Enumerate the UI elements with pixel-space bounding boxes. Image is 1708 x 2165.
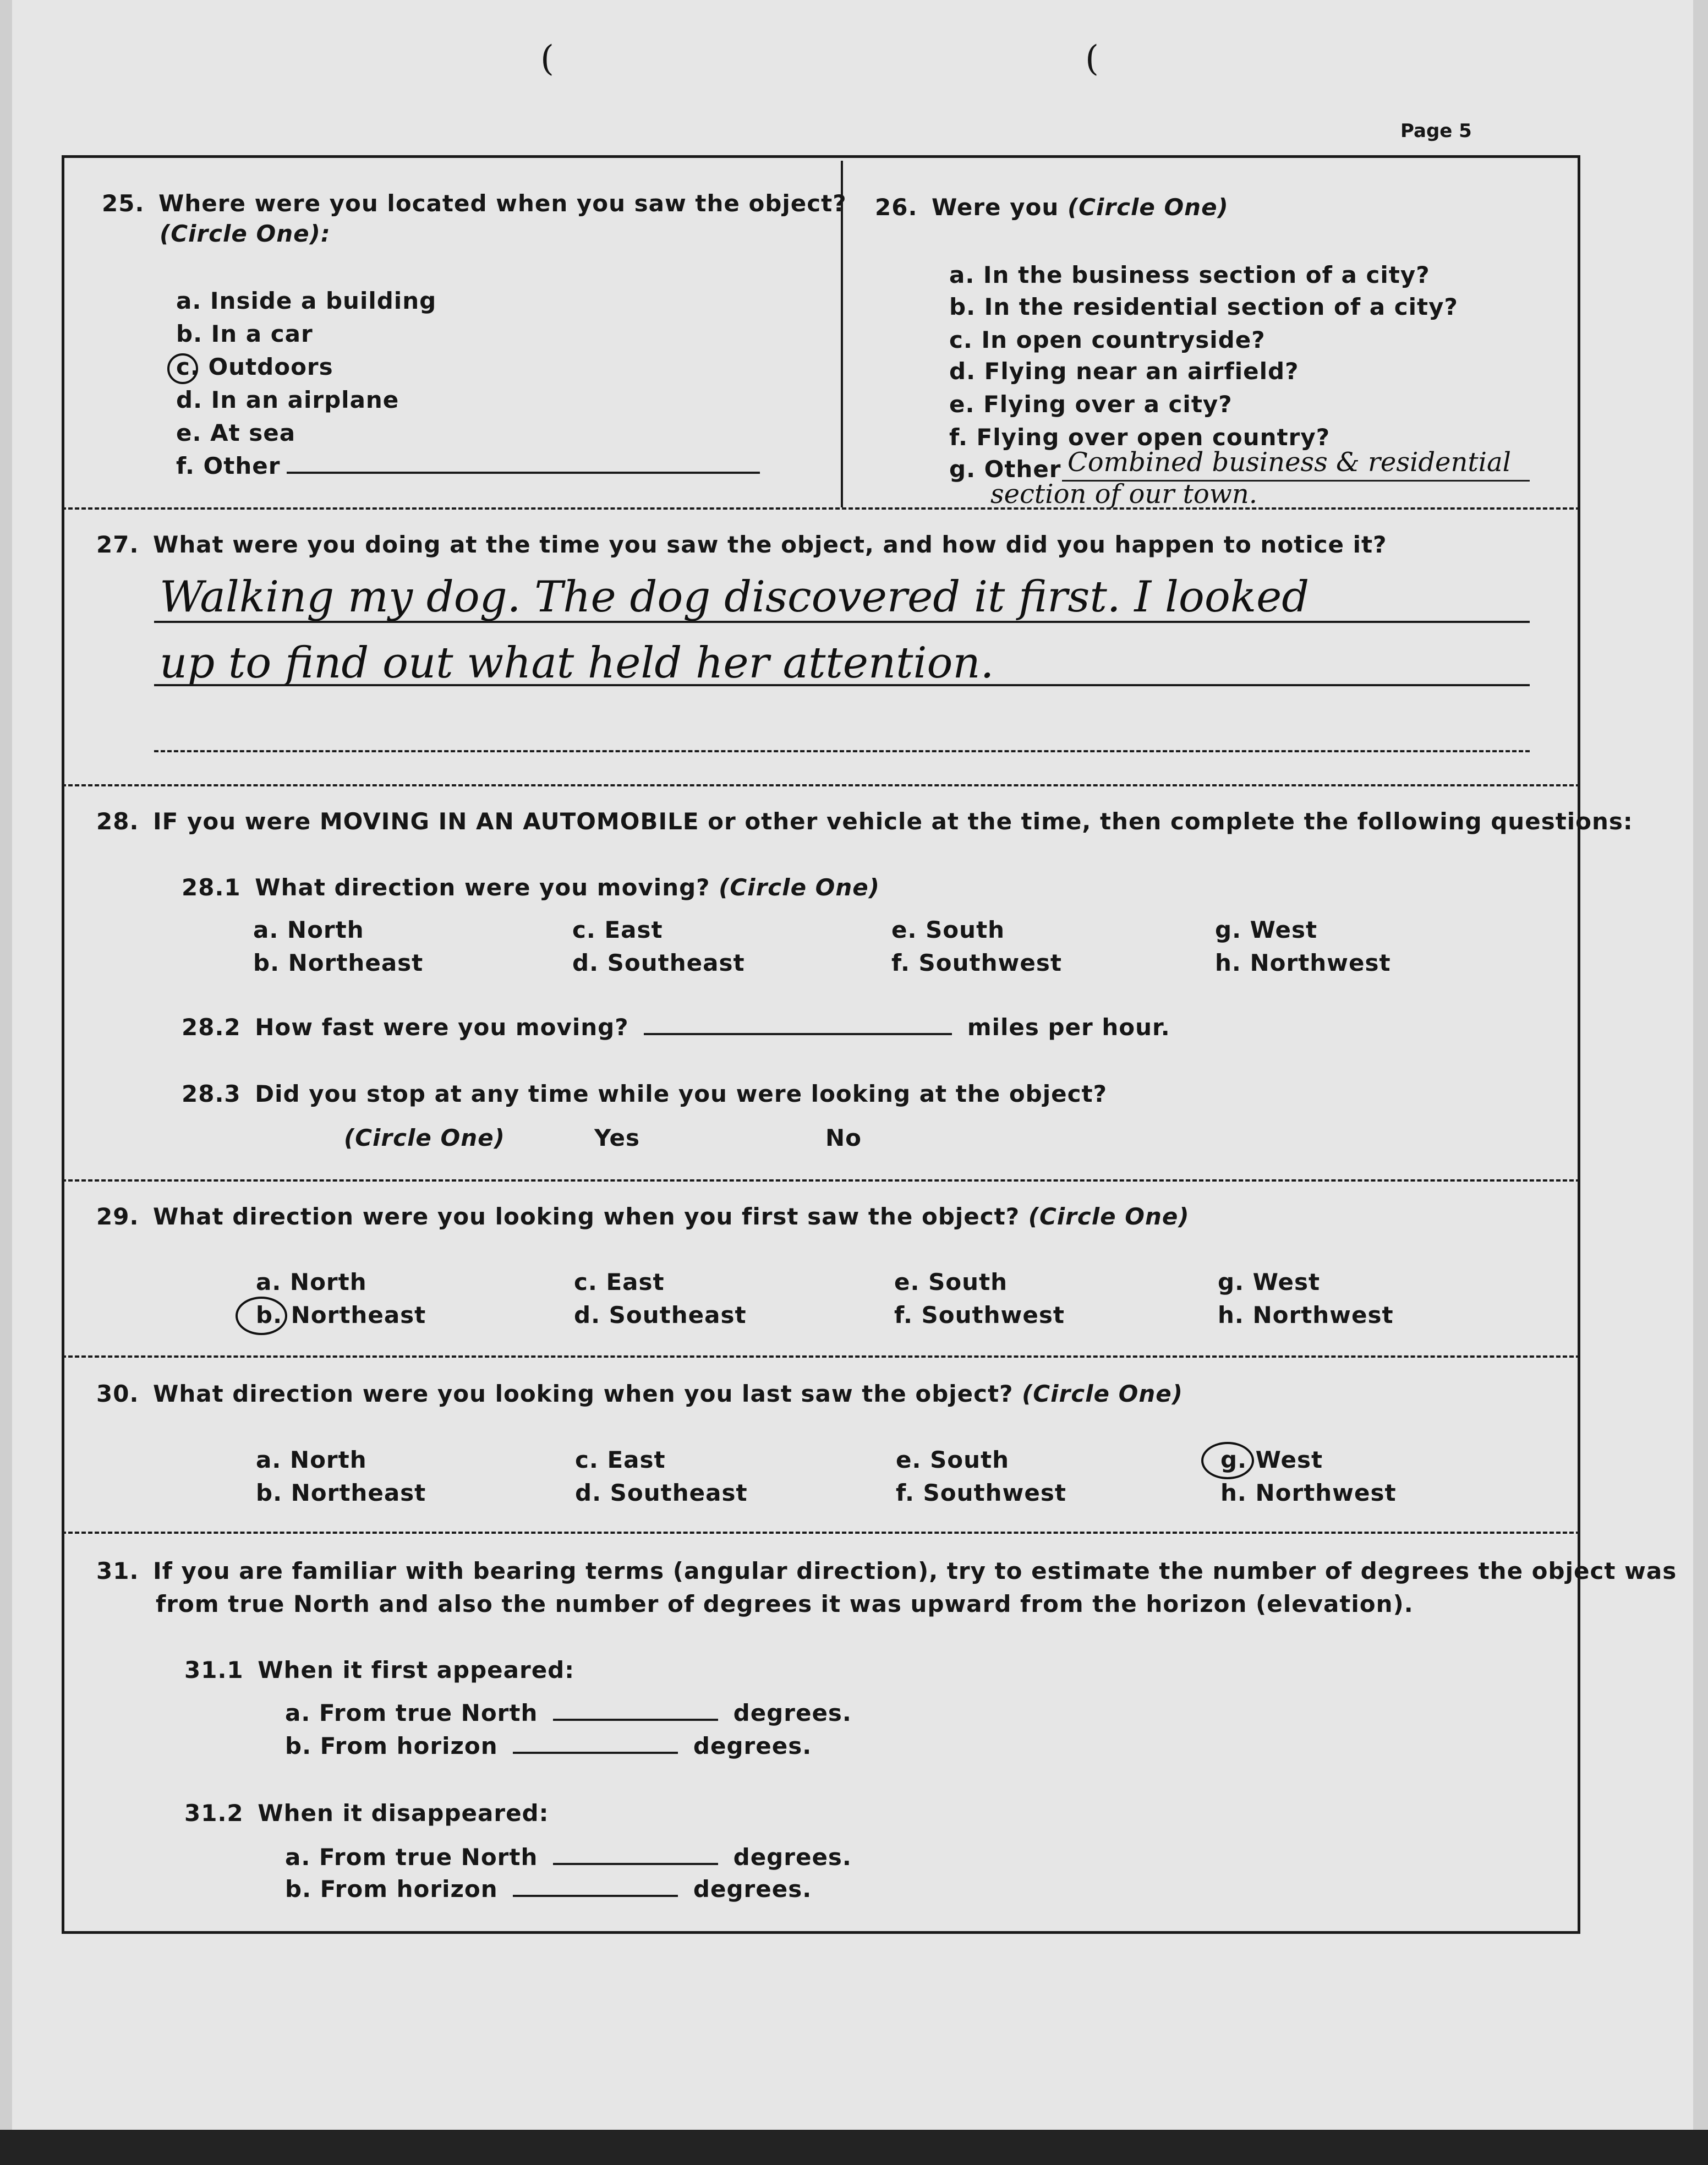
q29-answer-circle [236, 1297, 287, 1335]
q31-2-b-blank[interactable] [513, 1876, 678, 1897]
divider-q31 [62, 1532, 1580, 1534]
q28-3-circle-one: (Circle One) [344, 1124, 505, 1151]
q28-question: IF you were MOVING IN AN AUTOMOBILE or other vehicle at the time, then complete the following questions: [153, 808, 1633, 835]
q31-2-a-blank[interactable] [553, 1844, 718, 1865]
q28-1-circle-one: (Circle One) [719, 874, 880, 901]
q28-1-option-a[interactable]: a. North [253, 916, 364, 943]
q29-option-a[interactable]: a. North [256, 1269, 367, 1295]
q31-2-b-label: b. From horizon [285, 1876, 498, 1902]
divider-q29 [62, 1179, 1580, 1182]
q25-answer-circle [167, 353, 198, 384]
q27-question: What were you doing at the time you saw the object, and how did you happen to notice it? [153, 531, 1387, 558]
q28-3-no[interactable]: No [825, 1124, 862, 1151]
q31-2-a-label: a. From true North [285, 1844, 538, 1871]
q31-1-b-blank[interactable] [513, 1733, 678, 1754]
q25-line1: Where were you located when you saw the object? [158, 190, 847, 217]
divider-q27 [62, 507, 1580, 510]
q25-option-a[interactable]: a. Inside a building [176, 287, 437, 314]
q27-answer-rule-1 [154, 621, 1530, 623]
q29-circle-one: (Circle One) [1028, 1203, 1190, 1230]
q31-2-b-unit: degrees. [693, 1876, 812, 1902]
q30-answer-circle [1201, 1442, 1254, 1479]
q31-1-a-blank[interactable] [553, 1700, 718, 1721]
q31-1-text: When it first appeared: [258, 1656, 575, 1683]
q28-number: 28. [96, 808, 139, 835]
q25-line2: (Circle One): [160, 220, 331, 247]
q30-number: 30. [96, 1380, 139, 1407]
q30-option-c[interactable]: c. East [575, 1446, 666, 1473]
q28-3-number: 28.3 [182, 1080, 241, 1107]
page-number: Page 5 [1400, 120, 1472, 142]
q31-1-b-label: b. From horizon [285, 1732, 498, 1759]
q31-line1: If you are familiar with bearing terms (angular direction), try to estimate the number of degrees the object was [153, 1557, 1677, 1584]
q26-other-answer-line2: section of our town. [990, 479, 1258, 510]
q28-2-number: 28.2 [182, 1014, 241, 1041]
q30-option-a[interactable]: a. North [256, 1446, 367, 1473]
q31-1-number: 31.1 [184, 1656, 244, 1683]
q26-option-c[interactable]: c. In open countryside? [949, 326, 1266, 353]
q27-answer-rule-3 [154, 750, 1530, 752]
q25-other-blank[interactable] [287, 453, 760, 474]
q28-2-speed-blank[interactable] [644, 1014, 952, 1035]
q29-option-h[interactable]: h. Northwest [1218, 1302, 1394, 1328]
q31-1-b-unit: degrees. [693, 1732, 812, 1759]
q26-option-g[interactable]: g. Other [949, 456, 1061, 483]
q28-1-option-f[interactable]: f. Southwest [891, 949, 1062, 976]
q26-option-f[interactable]: f. Flying over open country? [949, 424, 1331, 451]
q30-option-d[interactable]: d. Southeast [575, 1479, 748, 1506]
q30-question: What direction were you looking when you last saw the object? [153, 1380, 1014, 1407]
punch-mark-left: ( [540, 39, 554, 79]
q27-answer-line1: Walking my dog. The dog discovered it first. I looked [160, 572, 1310, 622]
q25-option-e[interactable]: e. At sea [176, 419, 296, 446]
q31-2-text: When it disappeared: [258, 1800, 549, 1827]
q25-number: 25. [102, 190, 145, 217]
q30-option-e[interactable]: e. South [896, 1446, 1010, 1473]
q29-option-g[interactable]: g. West [1218, 1269, 1321, 1295]
q29-question: What direction were you looking when you first saw the object? [153, 1203, 1020, 1230]
q30-option-f[interactable]: f. Southwest [896, 1479, 1066, 1506]
q31-1-a-unit: degrees. [733, 1699, 852, 1726]
q25-option-c[interactable]: c. Outdoors [176, 353, 333, 380]
q31-line2: from true North and also the number of degrees it was upward from the horizon (elevation). [156, 1590, 1414, 1617]
divider-q28 [62, 784, 1580, 786]
q25-option-b[interactable]: b. In a car [176, 320, 313, 347]
q25-option-f[interactable]: f. Other [176, 452, 767, 479]
q26-option-e[interactable]: e. Flying over a city? [949, 391, 1233, 418]
q29-option-c[interactable]: c. East [574, 1269, 665, 1295]
q28-1-option-g[interactable]: g. West [1215, 916, 1318, 943]
q28-2-unit: miles per hour. [967, 1014, 1170, 1041]
q30-option-b[interactable]: b. Northeast [256, 1479, 426, 1506]
q28-1-option-c[interactable]: c. East [572, 916, 663, 943]
q30-option-g[interactable]: g. West [1220, 1446, 1323, 1473]
divider-q30 [62, 1355, 1580, 1358]
q30-option-h[interactable]: h. Northwest [1220, 1479, 1397, 1506]
q29-option-e[interactable]: e. South [894, 1269, 1008, 1295]
q26-option-a[interactable]: a. In the business section of a city? [949, 261, 1430, 288]
q25-option-d[interactable]: d. In an airplane [176, 386, 399, 413]
q27-answer-rule-2 [154, 684, 1530, 686]
q28-2-text: How fast were you moving? [255, 1014, 629, 1041]
q29-number: 29. [96, 1203, 139, 1230]
q26-circle-one: (Circle One) [1067, 194, 1229, 221]
q28-1-option-h[interactable]: h. Northwest [1215, 949, 1391, 976]
q28-1-option-d[interactable]: d. Southeast [572, 949, 745, 976]
q28-1-option-e[interactable]: e. South [891, 916, 1005, 943]
scan-border [0, 2130, 1708, 2165]
q29-option-d[interactable]: d. Southeast [574, 1302, 747, 1328]
q31-1-a-label: a. From true North [285, 1699, 538, 1726]
q26-prompt: Were you [932, 194, 1059, 221]
q26-option-b[interactable]: b. In the residential section of a city? [949, 293, 1458, 320]
q31-2-number: 31.2 [184, 1800, 244, 1827]
q27-number: 27. [96, 531, 139, 558]
punch-mark-right: ( [1085, 39, 1099, 79]
q26-option-d[interactable]: d. Flying near an airfield? [949, 358, 1299, 385]
q28-3-yes[interactable]: Yes [594, 1124, 640, 1151]
q26-other-answer-line1: Combined business & residential [1068, 447, 1511, 478]
q28-1-text: What direction were you moving? [255, 874, 710, 901]
q28-3-text: Did you stop at any time while you were looking at the object? [255, 1080, 1107, 1107]
q31-number: 31. [96, 1557, 139, 1584]
q29-option-f[interactable]: f. Southwest [894, 1302, 1065, 1328]
q29-option-b[interactable]: b. Northeast [256, 1302, 426, 1328]
q26-number: 26. [875, 194, 918, 221]
q31-2-a-unit: degrees. [733, 1844, 852, 1871]
q28-1-option-b[interactable]: b. Northeast [253, 949, 424, 976]
q28-1-number: 28.1 [182, 874, 241, 901]
q27-answer-line2: up to find out what held her attention. [160, 638, 994, 688]
q30-circle-one: (Circle One) [1022, 1380, 1183, 1407]
